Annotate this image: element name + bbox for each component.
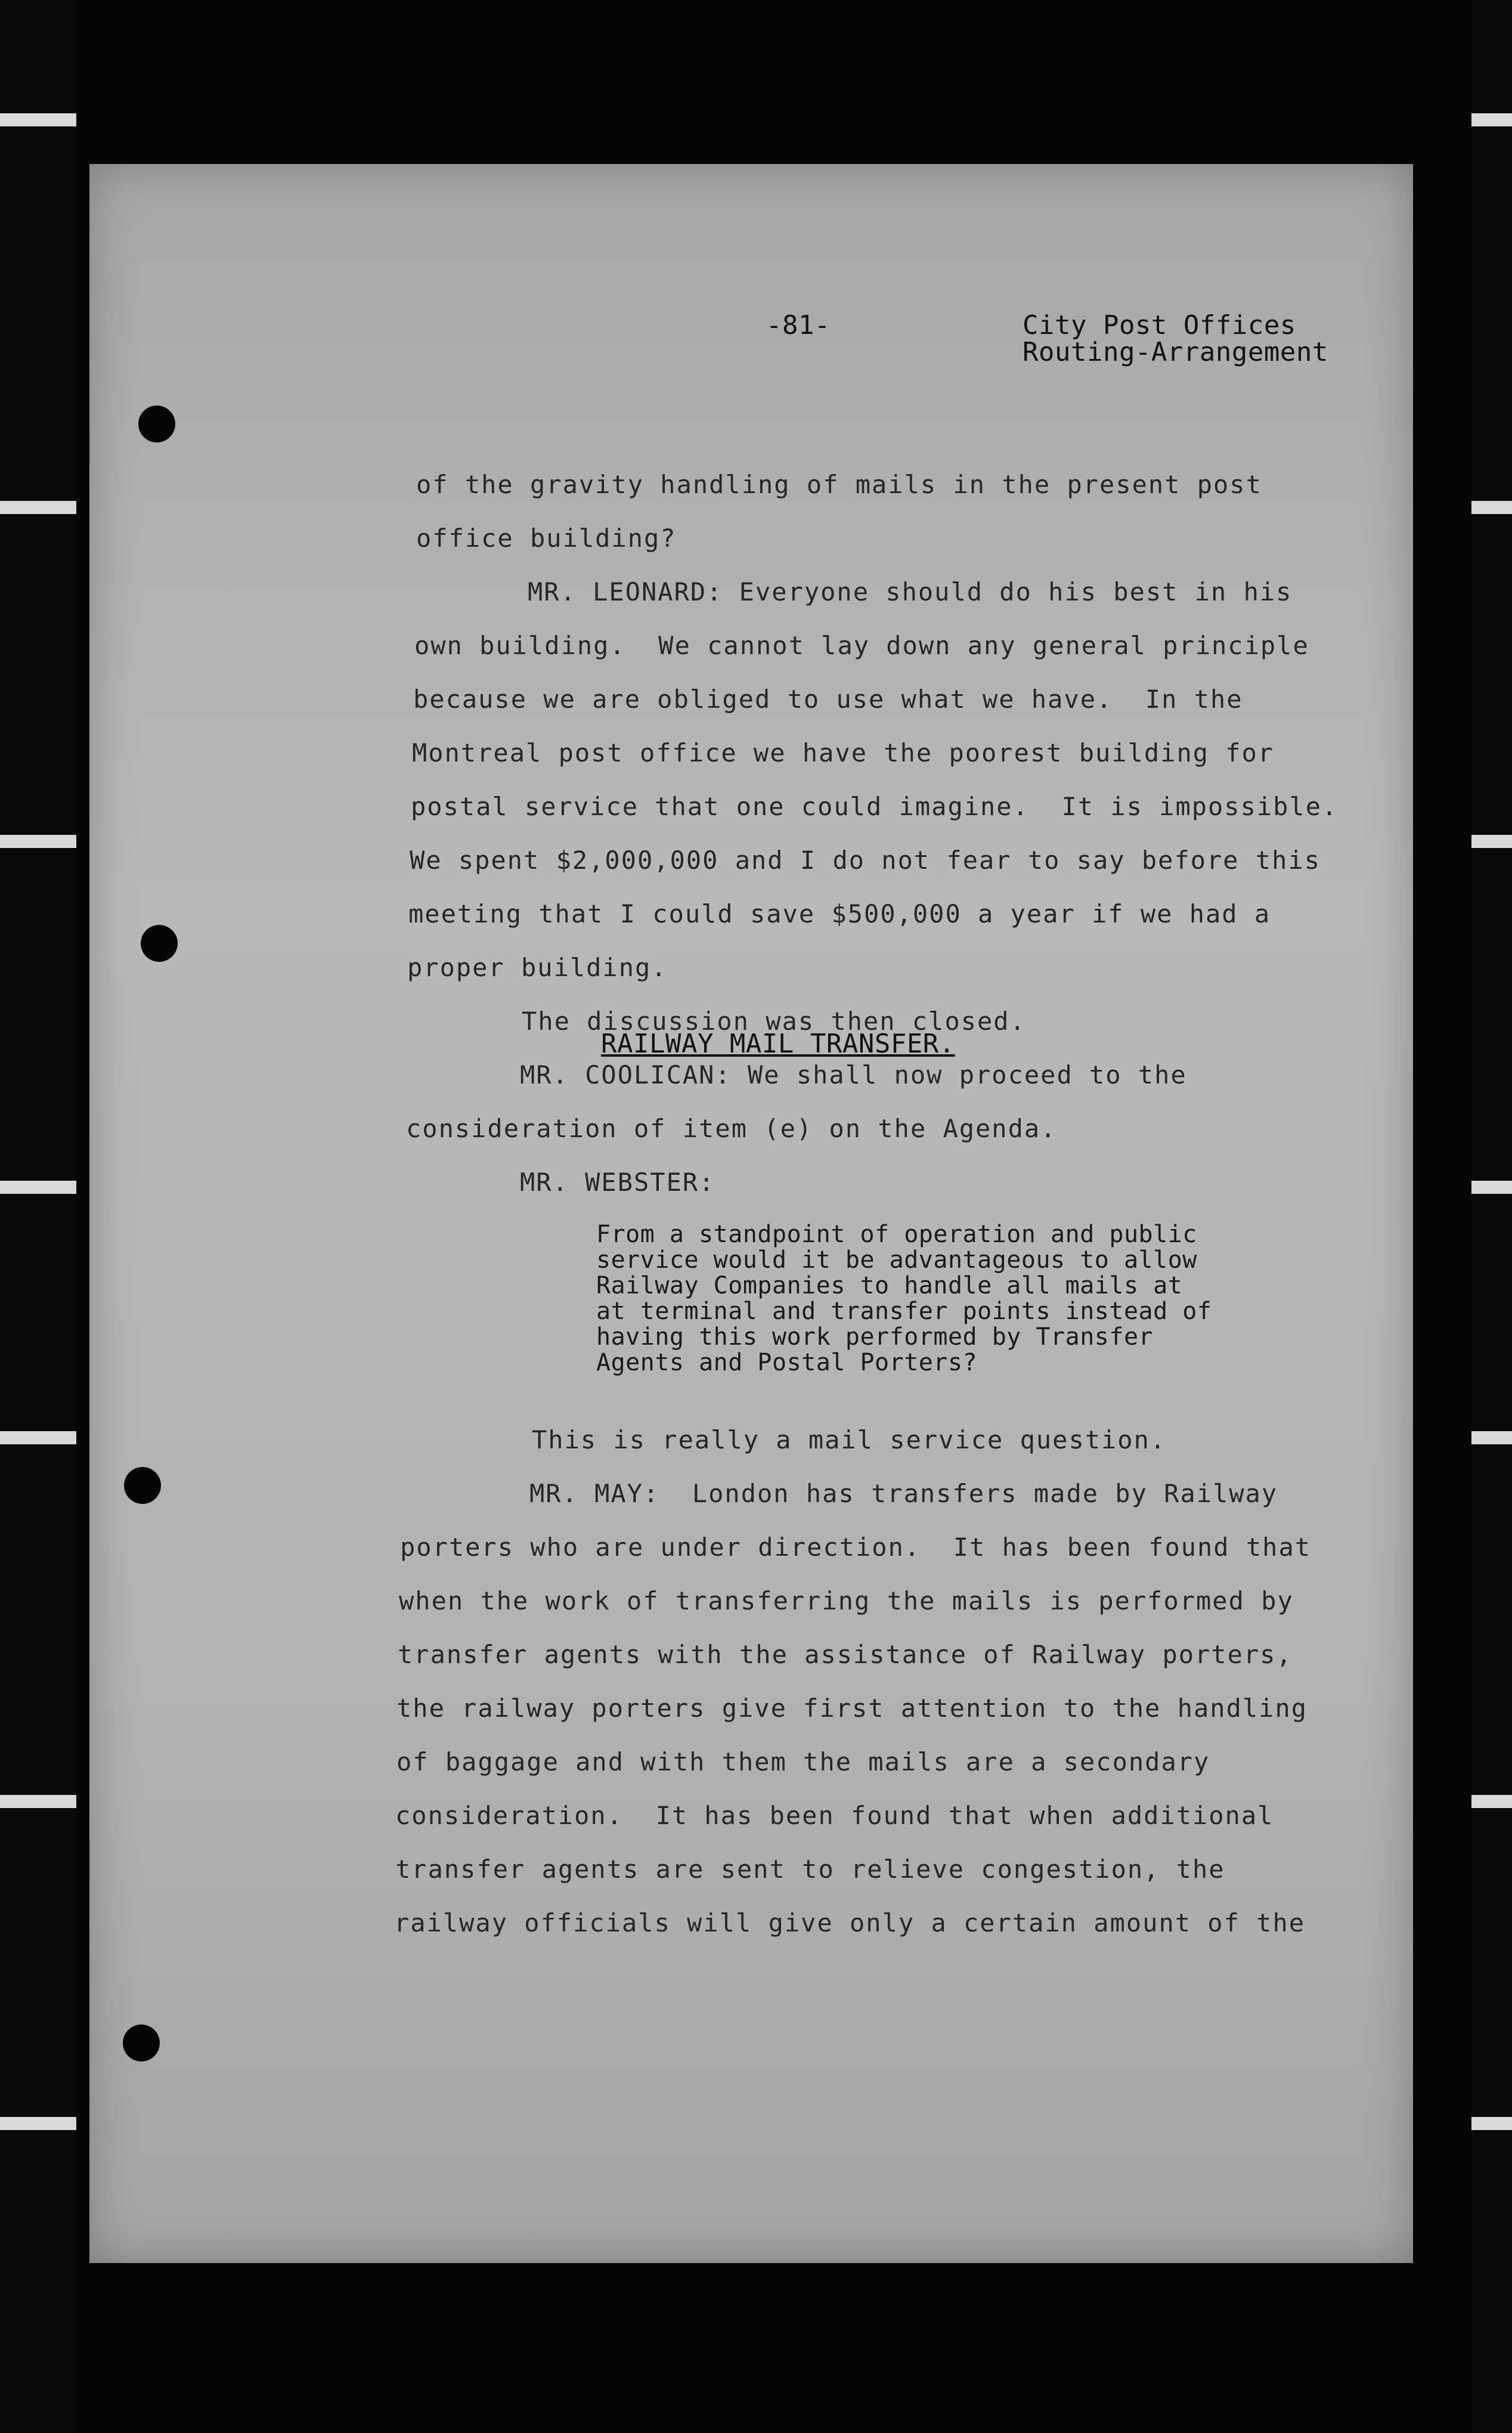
quote-line: From a standpoint of operation and public: [596, 1221, 1197, 1248]
film-stripe: [0, 835, 76, 848]
text-line: Montreal post office we have the poorest building for: [412, 738, 1275, 767]
text-line: when the work of transferring the mails is performed by: [399, 1586, 1294, 1615]
quote-line: at terminal and transfer points instead of: [596, 1298, 1212, 1325]
film-stripe: [1471, 113, 1512, 126]
film-stripe: [1471, 835, 1512, 848]
text-line: of the gravity handling of mails in the present post: [416, 470, 1262, 499]
text-line: own building. We cannot lay down any general principle: [414, 631, 1309, 660]
punch-hole: [123, 2025, 160, 2061]
text-line: This is really a mail service question.: [532, 1425, 1167, 1454]
quote-line: service would it be advantageous to allow: [596, 1246, 1197, 1274]
punch-hole: [141, 925, 178, 962]
text-line: transfer agents are sent to relieve congestion, the: [395, 1855, 1225, 1884]
text-line: consideration. It has been found that when additional: [395, 1801, 1274, 1830]
punch-hole: [124, 1467, 161, 1504]
film-stripe: [1471, 501, 1512, 514]
page-number: -81-: [766, 310, 831, 341]
text-line: postal service that one could imagine. It is impossible.: [411, 792, 1339, 821]
text-line: transfer agents with the assistance of Railway porters,: [398, 1640, 1293, 1669]
text-line: of baggage and with them the mails are a secondary: [396, 1747, 1210, 1776]
text-line: meeting that I could save $500,000 a year if we had a: [408, 899, 1271, 928]
quote-line: Railway Companies to handle all mails at: [596, 1272, 1183, 1299]
film-stripe: [0, 2117, 76, 2130]
film-stripe: [1471, 2117, 1512, 2130]
text-line: consideration of item (e) on the Agenda.: [406, 1114, 1057, 1143]
punch-hole: [138, 406, 175, 442]
film-edge-left: [0, 0, 76, 2433]
text-line: because we are obliged to use what we have. In the: [413, 685, 1243, 714]
text-line: MR. MAY: London has transfers made by Railway: [529, 1479, 1278, 1508]
quote-line: Agents and Postal Porters?: [596, 1349, 978, 1376]
text-line: MR. COOLICAN: We shall now proceed to the: [520, 1060, 1187, 1089]
film-stripe: [0, 1795, 76, 1808]
text-line: railway officials will give only a certain amount of the: [394, 1908, 1306, 1937]
section-heading: RAILWAY MAIL TRANSFER.: [601, 1029, 955, 1059]
text-line: The discussion was then closed.: [522, 1007, 1026, 1036]
text-line: porters who are under direction. It has been found that: [400, 1533, 1312, 1562]
film-stripe: [1471, 1181, 1512, 1194]
film-stripe: [0, 1431, 76, 1444]
text-line: proper building.: [407, 953, 668, 982]
film-stripe: [1471, 1431, 1512, 1444]
document-page: [89, 164, 1413, 2263]
quote-line: having this work performed by Transfer: [596, 1323, 1154, 1351]
text-line: MR. LEONARD: Everyone should do his best in his: [528, 577, 1293, 606]
film-stripe: [1471, 1795, 1512, 1808]
film-stripe: [0, 113, 76, 126]
text-line: the railway porters give first attention to the handling: [396, 1694, 1308, 1723]
text-line: office building?: [416, 524, 677, 553]
speaker-label: MR. WEBSTER:: [520, 1168, 715, 1197]
subject-line-1: City Post Offices: [1023, 310, 1296, 341]
film-stripe: [0, 1181, 76, 1194]
film-stripe: [0, 501, 76, 514]
film-edge-right: [1471, 0, 1512, 2433]
text-line: We spent $2,000,000 and I do not fear to say before this: [410, 846, 1321, 875]
subject-line-2: Routing-Arrangement: [1023, 337, 1328, 367]
